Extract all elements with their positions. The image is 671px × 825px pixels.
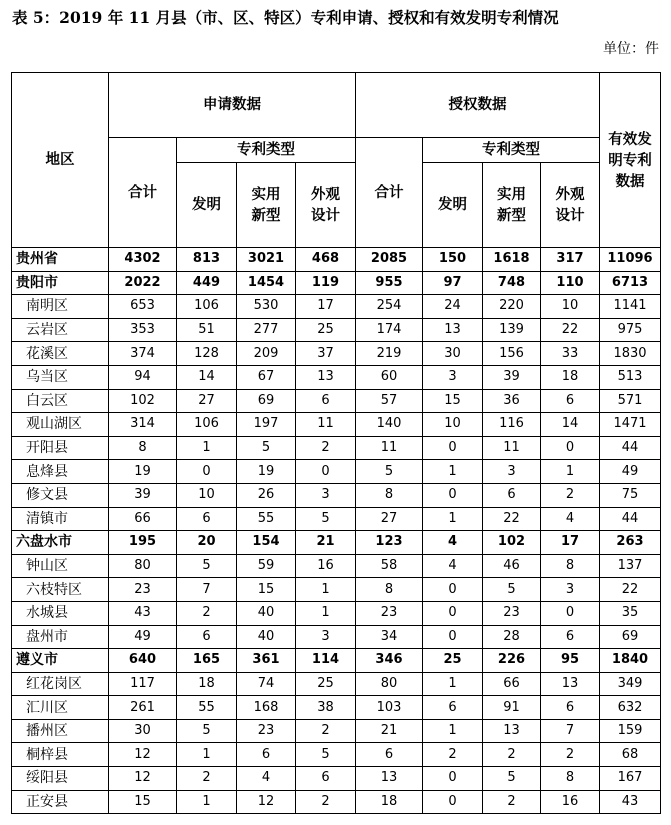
table-cell: 43 xyxy=(600,790,661,814)
table-cell: 67 xyxy=(237,365,296,389)
table-cell: 0 xyxy=(423,601,483,625)
table-cell: 449 xyxy=(177,271,237,295)
table-row xyxy=(12,625,661,649)
table-cell: 2 xyxy=(541,483,600,507)
table-cell: 277 xyxy=(237,318,296,342)
table-cell: 468 xyxy=(296,248,356,272)
table-cell: 174 xyxy=(356,318,423,342)
table-row xyxy=(12,790,661,814)
region-name: 钟山区 xyxy=(12,554,109,578)
table-cell: 3 xyxy=(541,578,600,602)
region-name: 盘州市 xyxy=(12,625,109,649)
table-cell: 1 xyxy=(296,578,356,602)
table-cell: 137 xyxy=(600,554,661,578)
table-cell: 263 xyxy=(600,531,661,555)
table-cell: 18 xyxy=(541,365,600,389)
table-cell: 4 xyxy=(423,554,483,578)
region-name: 正安县 xyxy=(12,790,109,814)
region-name: 清镇市 xyxy=(12,507,109,531)
table-row xyxy=(12,601,661,625)
table-cell: 813 xyxy=(177,248,237,272)
table-cell: 8 xyxy=(541,767,600,791)
table-cell: 5 xyxy=(483,767,541,791)
table-cell: 23 xyxy=(356,601,423,625)
table-cell: 353 xyxy=(109,318,177,342)
table-cell: 7 xyxy=(177,578,237,602)
table-cell: 38 xyxy=(296,696,356,720)
table-cell: 66 xyxy=(483,672,541,696)
table-cell: 16 xyxy=(296,554,356,578)
table-cell: 30 xyxy=(423,342,483,366)
region-name: 绥阳县 xyxy=(12,767,109,791)
header-grant-design: 外观设计 xyxy=(541,163,600,248)
table-cell: 43 xyxy=(109,601,177,625)
table-cell: 10 xyxy=(177,483,237,507)
table-cell: 17 xyxy=(541,531,600,555)
region-name: 贵阳市 xyxy=(12,271,109,295)
table-cell: 46 xyxy=(483,554,541,578)
table-cell: 21 xyxy=(356,719,423,743)
table-cell: 23 xyxy=(109,578,177,602)
table-cell: 195 xyxy=(109,531,177,555)
table-cell: 154 xyxy=(237,531,296,555)
table-row xyxy=(12,531,661,555)
table-cell: 6 xyxy=(541,625,600,649)
table-row xyxy=(12,507,661,531)
region-name: 云岩区 xyxy=(12,318,109,342)
table-cell: 955 xyxy=(356,271,423,295)
table-cell: 44 xyxy=(600,507,661,531)
table-cell: 23 xyxy=(237,719,296,743)
table-cell: 27 xyxy=(177,389,237,413)
region-name: 六枝特区 xyxy=(12,578,109,602)
table-cell: 0 xyxy=(423,767,483,791)
table-cell: 571 xyxy=(600,389,661,413)
region-name: 六盘水市 xyxy=(12,531,109,555)
header-grant-patent-type: 专利类型 xyxy=(423,138,600,163)
header-app-design: 外观设计 xyxy=(296,163,356,248)
table-cell: 15 xyxy=(109,790,177,814)
table-cell: 226 xyxy=(483,649,541,673)
table-cell: 0 xyxy=(177,460,237,484)
region-name: 红花岗区 xyxy=(12,672,109,696)
region-name: 修文县 xyxy=(12,483,109,507)
table-cell: 6 xyxy=(296,767,356,791)
table-cell: 68 xyxy=(600,743,661,767)
table-cell: 2 xyxy=(177,767,237,791)
table-cell: 1840 xyxy=(600,649,661,673)
table-cell: 17 xyxy=(296,295,356,319)
table-cell: 39 xyxy=(109,483,177,507)
table-cell: 94 xyxy=(109,365,177,389)
table-cell: 165 xyxy=(177,649,237,673)
table-cell: 2 xyxy=(177,601,237,625)
table-cell: 219 xyxy=(356,342,423,366)
table-cell: 13 xyxy=(541,672,600,696)
table-cell: 3 xyxy=(423,365,483,389)
table-cell: 5 xyxy=(296,743,356,767)
region-name: 播州区 xyxy=(12,719,109,743)
table-cell: 39 xyxy=(483,365,541,389)
table-cell: 14 xyxy=(177,365,237,389)
table-cell: 167 xyxy=(600,767,661,791)
table-cell: 361 xyxy=(237,649,296,673)
table-cell: 6 xyxy=(356,743,423,767)
table-row xyxy=(12,672,661,696)
table-cell: 5 xyxy=(356,460,423,484)
region-name: 开阳县 xyxy=(12,436,109,460)
table-cell: 25 xyxy=(296,672,356,696)
header-valid-invention: 有效发明专利数据 xyxy=(600,73,661,248)
table-cell: 6 xyxy=(296,389,356,413)
table-cell: 317 xyxy=(541,248,600,272)
table-cell: 1 xyxy=(423,672,483,696)
table-cell: 1454 xyxy=(237,271,296,295)
region-name: 白云区 xyxy=(12,389,109,413)
region-name: 汇川区 xyxy=(12,696,109,720)
table-cell: 5 xyxy=(177,554,237,578)
header-app-invention: 发明 xyxy=(177,163,237,248)
table-cell: 13 xyxy=(423,318,483,342)
table-cell: 1 xyxy=(296,601,356,625)
table-row xyxy=(12,554,661,578)
header-application: 申请数据 xyxy=(109,73,356,138)
table-cell: 103 xyxy=(356,696,423,720)
table-row xyxy=(12,389,661,413)
table-cell: 15 xyxy=(237,578,296,602)
table-row xyxy=(12,342,661,366)
table-cell: 49 xyxy=(109,625,177,649)
table-cell: 530 xyxy=(237,295,296,319)
table-cell: 4 xyxy=(541,507,600,531)
table-cell: 1830 xyxy=(600,342,661,366)
table-cell: 25 xyxy=(296,318,356,342)
table-cell: 3 xyxy=(483,460,541,484)
table-cell: 314 xyxy=(109,413,177,437)
table-cell: 4 xyxy=(237,767,296,791)
table-cell: 14 xyxy=(541,413,600,437)
table-cell: 640 xyxy=(109,649,177,673)
table-cell: 0 xyxy=(423,578,483,602)
table-cell: 11 xyxy=(296,413,356,437)
table-row xyxy=(12,295,661,319)
header-region: 地区 xyxy=(12,73,109,248)
table-cell: 40 xyxy=(237,601,296,625)
table-cell: 13 xyxy=(356,767,423,791)
table-cell: 114 xyxy=(296,649,356,673)
table-cell: 34 xyxy=(356,625,423,649)
table-cell: 197 xyxy=(237,413,296,437)
table-cell: 2 xyxy=(483,743,541,767)
table-cell: 27 xyxy=(356,507,423,531)
table-cell: 632 xyxy=(600,696,661,720)
table-cell: 8 xyxy=(109,436,177,460)
table-cell: 22 xyxy=(541,318,600,342)
table-cell: 22 xyxy=(483,507,541,531)
header-grant: 授权数据 xyxy=(356,73,600,138)
table-row xyxy=(12,436,661,460)
table-cell: 5 xyxy=(483,578,541,602)
table-cell: 21 xyxy=(296,531,356,555)
table-cell: 116 xyxy=(483,413,541,437)
header-grant-utility: 实用新型 xyxy=(483,163,541,248)
table-cell: 44 xyxy=(600,436,661,460)
table-cell: 2 xyxy=(541,743,600,767)
table-cell: 0 xyxy=(423,625,483,649)
table-cell: 58 xyxy=(356,554,423,578)
table-cell: 1471 xyxy=(600,413,661,437)
header-grant-invention: 发明 xyxy=(423,163,483,248)
table-cell: 8 xyxy=(541,554,600,578)
table-row xyxy=(12,318,661,342)
table-cell: 653 xyxy=(109,295,177,319)
table-row xyxy=(12,696,661,720)
header-app-total: 合计 xyxy=(109,138,177,248)
table-cell: 117 xyxy=(109,672,177,696)
table-cell: 6 xyxy=(423,696,483,720)
table-cell: 2022 xyxy=(109,271,177,295)
table-cell: 95 xyxy=(541,649,600,673)
table-cell: 6 xyxy=(483,483,541,507)
table-cell: 6 xyxy=(541,389,600,413)
table-cell: 0 xyxy=(296,460,356,484)
table-cell: 975 xyxy=(600,318,661,342)
table-cell: 209 xyxy=(237,342,296,366)
table-cell: 6 xyxy=(177,625,237,649)
table-cell: 18 xyxy=(356,790,423,814)
table-cell: 20 xyxy=(177,531,237,555)
table-cell: 261 xyxy=(109,696,177,720)
table-cell: 26 xyxy=(237,483,296,507)
table-cell: 6 xyxy=(541,696,600,720)
table-cell: 128 xyxy=(177,342,237,366)
region-name: 花溪区 xyxy=(12,342,109,366)
table-cell: 1 xyxy=(177,436,237,460)
table-row xyxy=(12,649,661,673)
table-cell: 3021 xyxy=(237,248,296,272)
table-cell: 0 xyxy=(423,790,483,814)
table-cell: 59 xyxy=(237,554,296,578)
table-cell: 12 xyxy=(109,743,177,767)
table-cell: 19 xyxy=(237,460,296,484)
table-row xyxy=(12,578,661,602)
table-row xyxy=(12,719,661,743)
table-cell: 19 xyxy=(109,460,177,484)
table-cell: 102 xyxy=(109,389,177,413)
table-cell: 23 xyxy=(483,601,541,625)
table-cell: 2 xyxy=(483,790,541,814)
table-cell: 2 xyxy=(296,790,356,814)
table-cell: 13 xyxy=(296,365,356,389)
table-cell: 156 xyxy=(483,342,541,366)
table-cell: 0 xyxy=(541,601,600,625)
table-cell: 2 xyxy=(296,436,356,460)
table-cell: 1 xyxy=(177,743,237,767)
table-cell: 12 xyxy=(237,790,296,814)
table-row xyxy=(12,483,661,507)
table-row xyxy=(12,271,661,295)
table-cell: 10 xyxy=(423,413,483,437)
table-cell: 80 xyxy=(109,554,177,578)
table-cell: 4 xyxy=(423,531,483,555)
table-cell: 1 xyxy=(541,460,600,484)
table-cell: 1 xyxy=(423,460,483,484)
table-cell: 37 xyxy=(296,342,356,366)
table-cell: 22 xyxy=(600,578,661,602)
table-cell: 55 xyxy=(177,696,237,720)
table-cell: 106 xyxy=(177,295,237,319)
table-cell: 374 xyxy=(109,342,177,366)
table-cell: 123 xyxy=(356,531,423,555)
table-cell: 55 xyxy=(237,507,296,531)
table-cell: 1618 xyxy=(483,248,541,272)
table-cell: 748 xyxy=(483,271,541,295)
region-name: 遵义市 xyxy=(12,649,109,673)
table-cell: 24 xyxy=(423,295,483,319)
table-cell: 6 xyxy=(177,507,237,531)
table-cell: 159 xyxy=(600,719,661,743)
header-grant-total: 合计 xyxy=(356,138,423,248)
table-cell: 6 xyxy=(237,743,296,767)
region-name: 水城县 xyxy=(12,601,109,625)
table-cell: 0 xyxy=(423,436,483,460)
table-cell: 28 xyxy=(483,625,541,649)
region-name: 乌当区 xyxy=(12,365,109,389)
table-cell: 11 xyxy=(356,436,423,460)
table-cell: 25 xyxy=(423,649,483,673)
table-cell: 1 xyxy=(177,790,237,814)
table-cell: 51 xyxy=(177,318,237,342)
table-row xyxy=(12,365,661,389)
table-cell: 254 xyxy=(356,295,423,319)
table-cell: 18 xyxy=(177,672,237,696)
table-cell: 35 xyxy=(600,601,661,625)
table-cell: 2 xyxy=(296,719,356,743)
table-row xyxy=(12,743,661,767)
table-cell: 1141 xyxy=(600,295,661,319)
table-cell: 8 xyxy=(356,578,423,602)
table-cell: 80 xyxy=(356,672,423,696)
table-cell: 60 xyxy=(356,365,423,389)
table-title: 表 5：2019 年 11 月县（市、区、特区）专利申请、授权和有效发明专利情况 xyxy=(12,8,559,27)
region-name: 南明区 xyxy=(12,295,109,319)
table-cell: 1 xyxy=(423,719,483,743)
table-cell: 5 xyxy=(177,719,237,743)
table-cell: 16 xyxy=(541,790,600,814)
table-cell: 119 xyxy=(296,271,356,295)
table-row xyxy=(12,248,661,272)
region-name: 贵州省 xyxy=(12,248,109,272)
region-name: 息烽县 xyxy=(12,460,109,484)
table-cell: 11 xyxy=(483,436,541,460)
table-cell: 49 xyxy=(600,460,661,484)
table-cell: 220 xyxy=(483,295,541,319)
table-cell: 57 xyxy=(356,389,423,413)
table-cell: 168 xyxy=(237,696,296,720)
table-cell: 4302 xyxy=(109,248,177,272)
table-cell: 91 xyxy=(483,696,541,720)
table-cell: 75 xyxy=(600,483,661,507)
table-cell: 139 xyxy=(483,318,541,342)
table-row xyxy=(12,460,661,484)
table-cell: 13 xyxy=(483,719,541,743)
table-cell: 40 xyxy=(237,625,296,649)
table-cell: 30 xyxy=(109,719,177,743)
table-cell: 97 xyxy=(423,271,483,295)
table-cell: 3 xyxy=(296,483,356,507)
region-name: 桐梓县 xyxy=(12,743,109,767)
patent-table xyxy=(11,72,661,814)
table-cell: 110 xyxy=(541,271,600,295)
table-cell: 5 xyxy=(237,436,296,460)
table-cell: 10 xyxy=(541,295,600,319)
table-row xyxy=(12,767,661,791)
header-app-utility: 实用新型 xyxy=(237,163,296,248)
table-body xyxy=(12,248,661,814)
table-cell: 140 xyxy=(356,413,423,437)
table-cell: 36 xyxy=(483,389,541,413)
table-cell: 0 xyxy=(423,483,483,507)
table-cell: 33 xyxy=(541,342,600,366)
table-cell: 6713 xyxy=(600,271,661,295)
table-cell: 11096 xyxy=(600,248,661,272)
table-cell: 102 xyxy=(483,531,541,555)
table-cell: 2 xyxy=(423,743,483,767)
table-cell: 2085 xyxy=(356,248,423,272)
table-cell: 346 xyxy=(356,649,423,673)
unit-label: 单位：件 xyxy=(603,41,659,57)
table-cell: 106 xyxy=(177,413,237,437)
table-cell: 513 xyxy=(600,365,661,389)
table-cell: 3 xyxy=(296,625,356,649)
table-cell: 69 xyxy=(237,389,296,413)
table-cell: 5 xyxy=(296,507,356,531)
header-app-patent-type: 专利类型 xyxy=(177,138,356,163)
region-name: 观山湖区 xyxy=(12,413,109,437)
table-cell: 15 xyxy=(423,389,483,413)
table-cell: 66 xyxy=(109,507,177,531)
table-cell: 7 xyxy=(541,719,600,743)
table-cell: 0 xyxy=(541,436,600,460)
table-cell: 349 xyxy=(600,672,661,696)
table-cell: 69 xyxy=(600,625,661,649)
table-cell: 8 xyxy=(356,483,423,507)
table-cell: 1 xyxy=(423,507,483,531)
table-cell: 150 xyxy=(423,248,483,272)
table-row xyxy=(12,413,661,437)
table-cell: 12 xyxy=(109,767,177,791)
table-cell: 74 xyxy=(237,672,296,696)
